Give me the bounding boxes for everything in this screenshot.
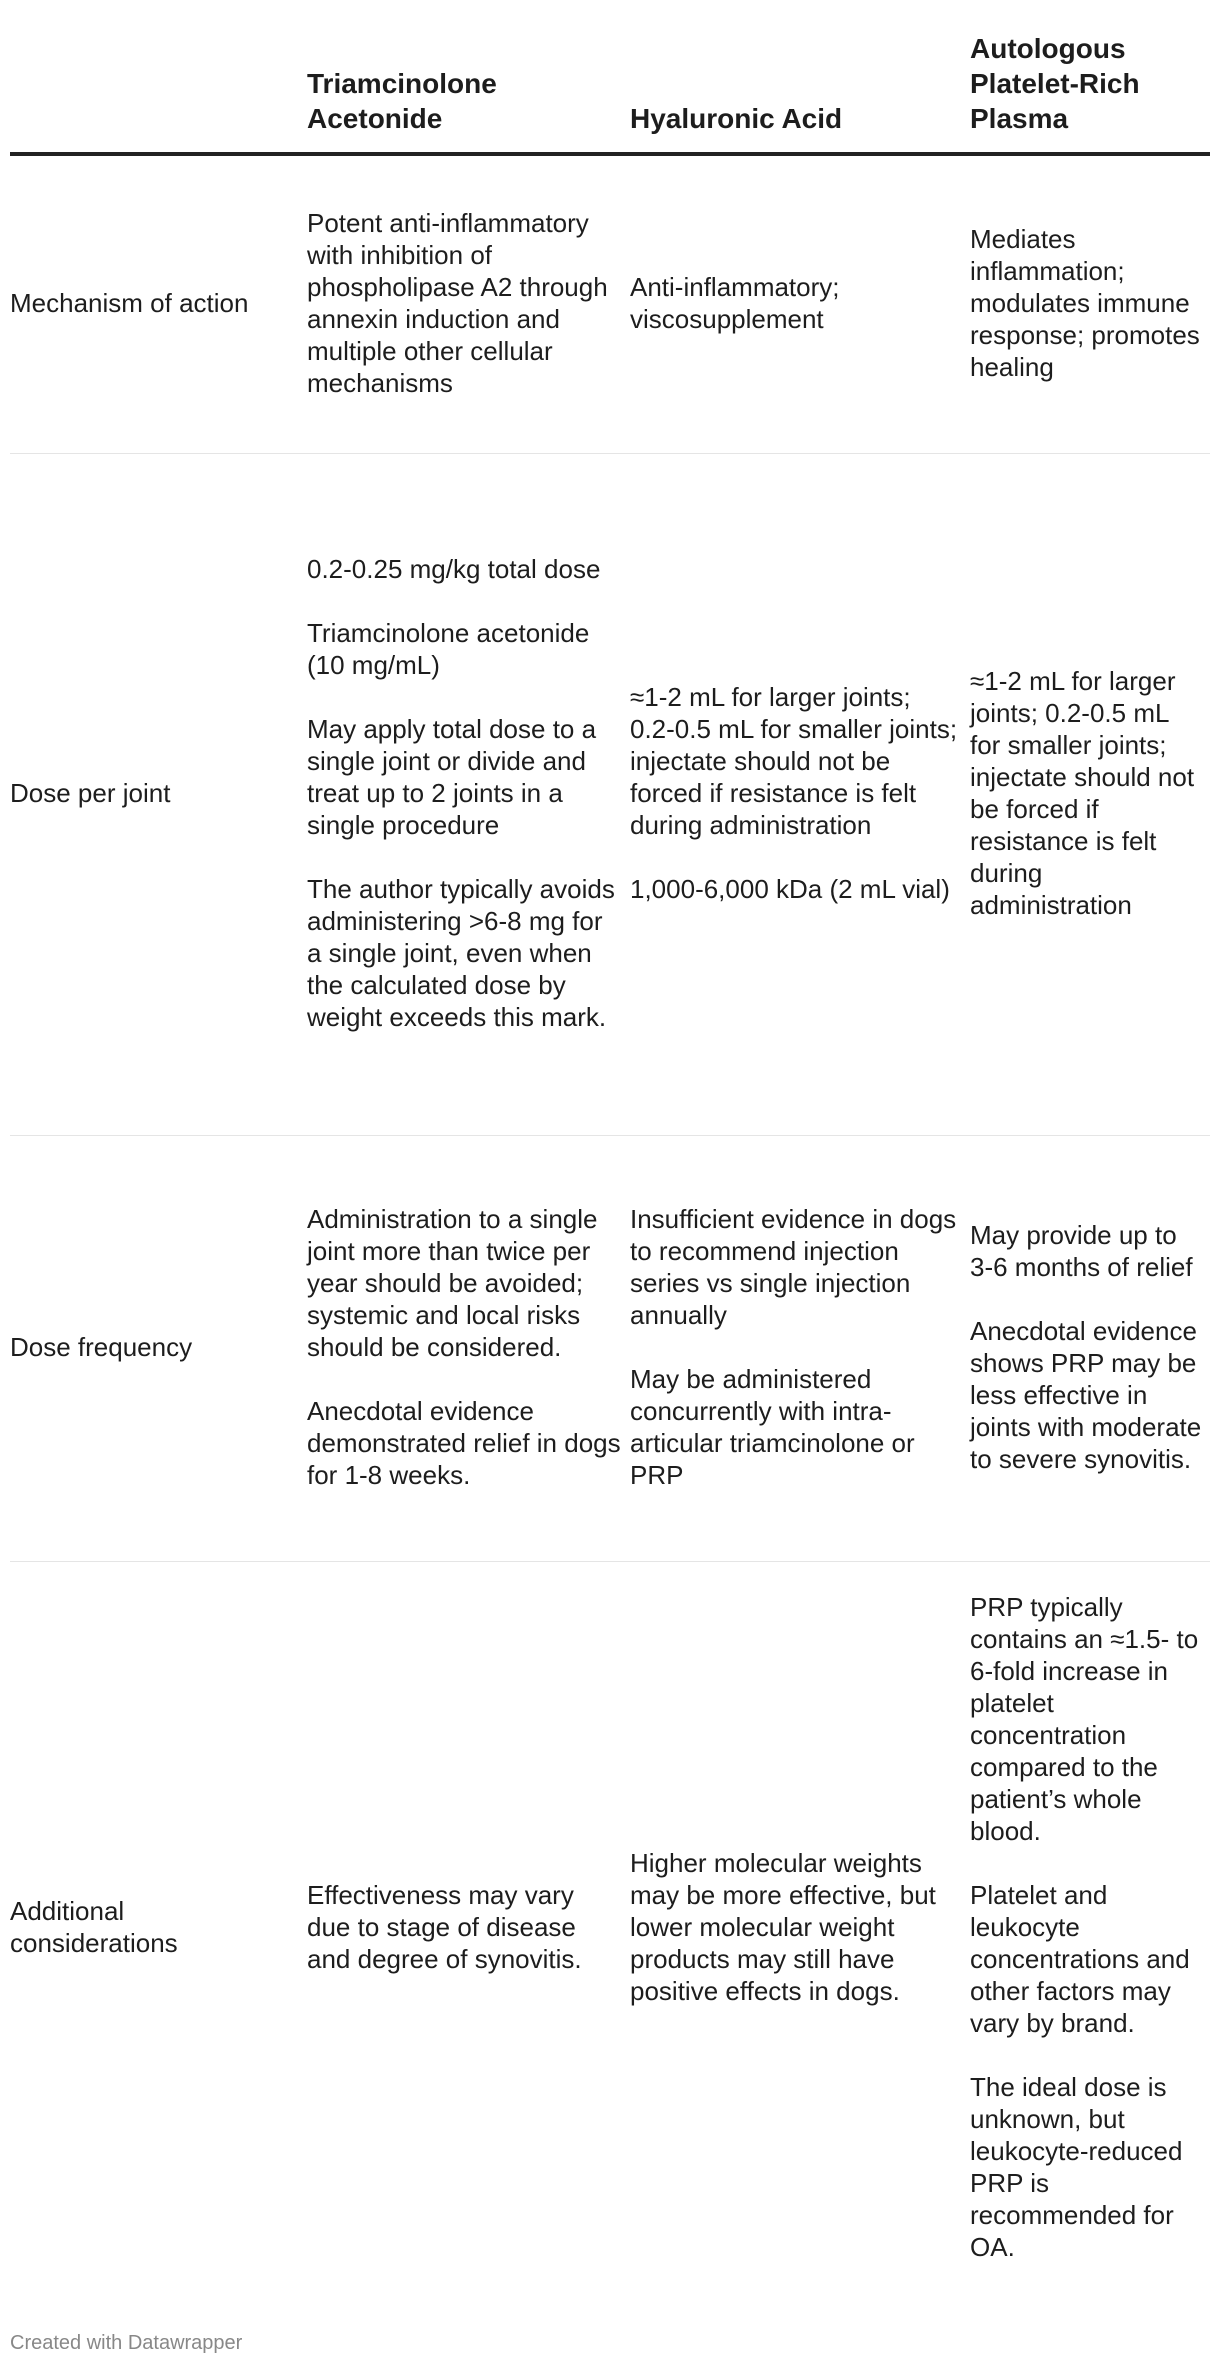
cell-paragraph: Triamcinolone acetonide (10 mg/mL) [307, 618, 590, 680]
cell-prp [970, 453, 1210, 1135]
cell-paragraph: Anti-inflammatory; viscosupplement [630, 272, 840, 335]
cell-paragraph: 0.2-0.25 mg/kg total dose [307, 554, 601, 584]
cell-hyaluronic-acid [630, 1561, 970, 2295]
cell-paragraph: Platelet and leukocyte concentrations and other factors may vary by brand. [970, 1880, 1190, 2039]
cell-prp [970, 1561, 1210, 2295]
cell-hyaluronic-acid [630, 453, 970, 1135]
header-prp: Autologous Platelet-Rich Plasma [970, 0, 1210, 154]
cell-paragraph: Effectiveness may vary due to stage of disease and degree of synovitis. [307, 1880, 582, 1975]
cell-paragraph: The ideal dose is unknown, but leukocyte-reduced PRP is recommended for OA. [970, 2072, 1183, 2263]
cell-paragraph: ≈1-2 mL for larger joints; 0.2-0.5 mL for smaller joints; injectate should not be forced if resistance is felt during administration [970, 666, 1195, 920]
cell-paragraph: May apply total dose to a single joint or divide and treat up to 2 joints in a single procedure [307, 714, 597, 840]
cell-paragraph: ≈1-2 mL for larger joints; 0.2-0.5 mL for smaller joints; injectate should not be forced if resistance is felt during administration [630, 682, 958, 840]
cell-paragraph: The author typically avoids administering >6-8 mg for a single joint, even when the calculated dose by weight exceeds this mark. [307, 874, 615, 1032]
cell-triamcinolone [307, 154, 630, 453]
table-header-row [10, 0, 1210, 154]
cell-hyaluronic-acid [630, 154, 970, 453]
row-label: Additional considerations [10, 1896, 178, 1959]
comparison-table-container [10, 0, 1210, 2295]
row-label: Dose per joint [10, 453, 307, 1135]
cell-paragraph: Higher molecular weights may be more effective, but lower molecular weight products may still have positive effects in dogs. [630, 1848, 936, 2007]
cell-paragraph: Insufficient evidence in dogs to recommend injection series vs single injection annually [630, 1204, 957, 1330]
cell-paragraph: 1,000-6,000 kDa (2 mL vial) [630, 874, 950, 904]
cell-paragraph: Mediates inflammation; modulates immune response; promotes healing [970, 224, 1200, 383]
cell-paragraph: Anecdotal evidence shows PRP may be less effective in joints with moderate to severe synovitis. [970, 1316, 1202, 1474]
table-row [10, 1135, 1210, 1561]
table-row [10, 154, 1210, 453]
header-row-label [10, 0, 307, 154]
header-hyaluronic-acid: Hyaluronic Acid [630, 0, 970, 154]
cell-hyaluronic-acid [630, 1135, 970, 1561]
header-triamcinolone: Triamcinolone Acetonide [307, 0, 630, 154]
cell-paragraph: May be administered concurrently with intra-articular triamcinolone or PRP [630, 1364, 915, 1490]
cell-triamcinolone [307, 1135, 630, 1561]
row-label: Mechanism of action [10, 154, 307, 453]
cell-triamcinolone [307, 1561, 630, 2295]
cell-paragraph: May provide up to 3-6 months of relief [970, 1220, 1193, 1282]
cell-paragraph: Anecdotal evidence demonstrated relief in dogs for 1-8 weeks. [307, 1396, 621, 1490]
cell-prp [970, 1135, 1210, 1561]
comparison-table [10, 0, 1210, 2295]
cell-paragraph: PRP typically contains an ≈1.5- to 6-fold increase in platelet concentration compared to the patient’s whole blood. [970, 1592, 1199, 1847]
table-row [10, 453, 1210, 1135]
footer-credit: Created with Datawrapper [10, 2332, 243, 2354]
row-label: Dose frequency [10, 1135, 307, 1561]
cell-prp [970, 154, 1210, 453]
cell-triamcinolone [307, 453, 630, 1135]
table-row [10, 1561, 1210, 2295]
cell-paragraph: Administration to a single joint more than twice per year should be avoided; systemic and local risks should be considered. [307, 1204, 598, 1362]
cell-paragraph: Potent anti-inflammatory with inhibition of phospholipase A2 through annexin induction and multiple other cellular mechanisms [307, 208, 608, 399]
